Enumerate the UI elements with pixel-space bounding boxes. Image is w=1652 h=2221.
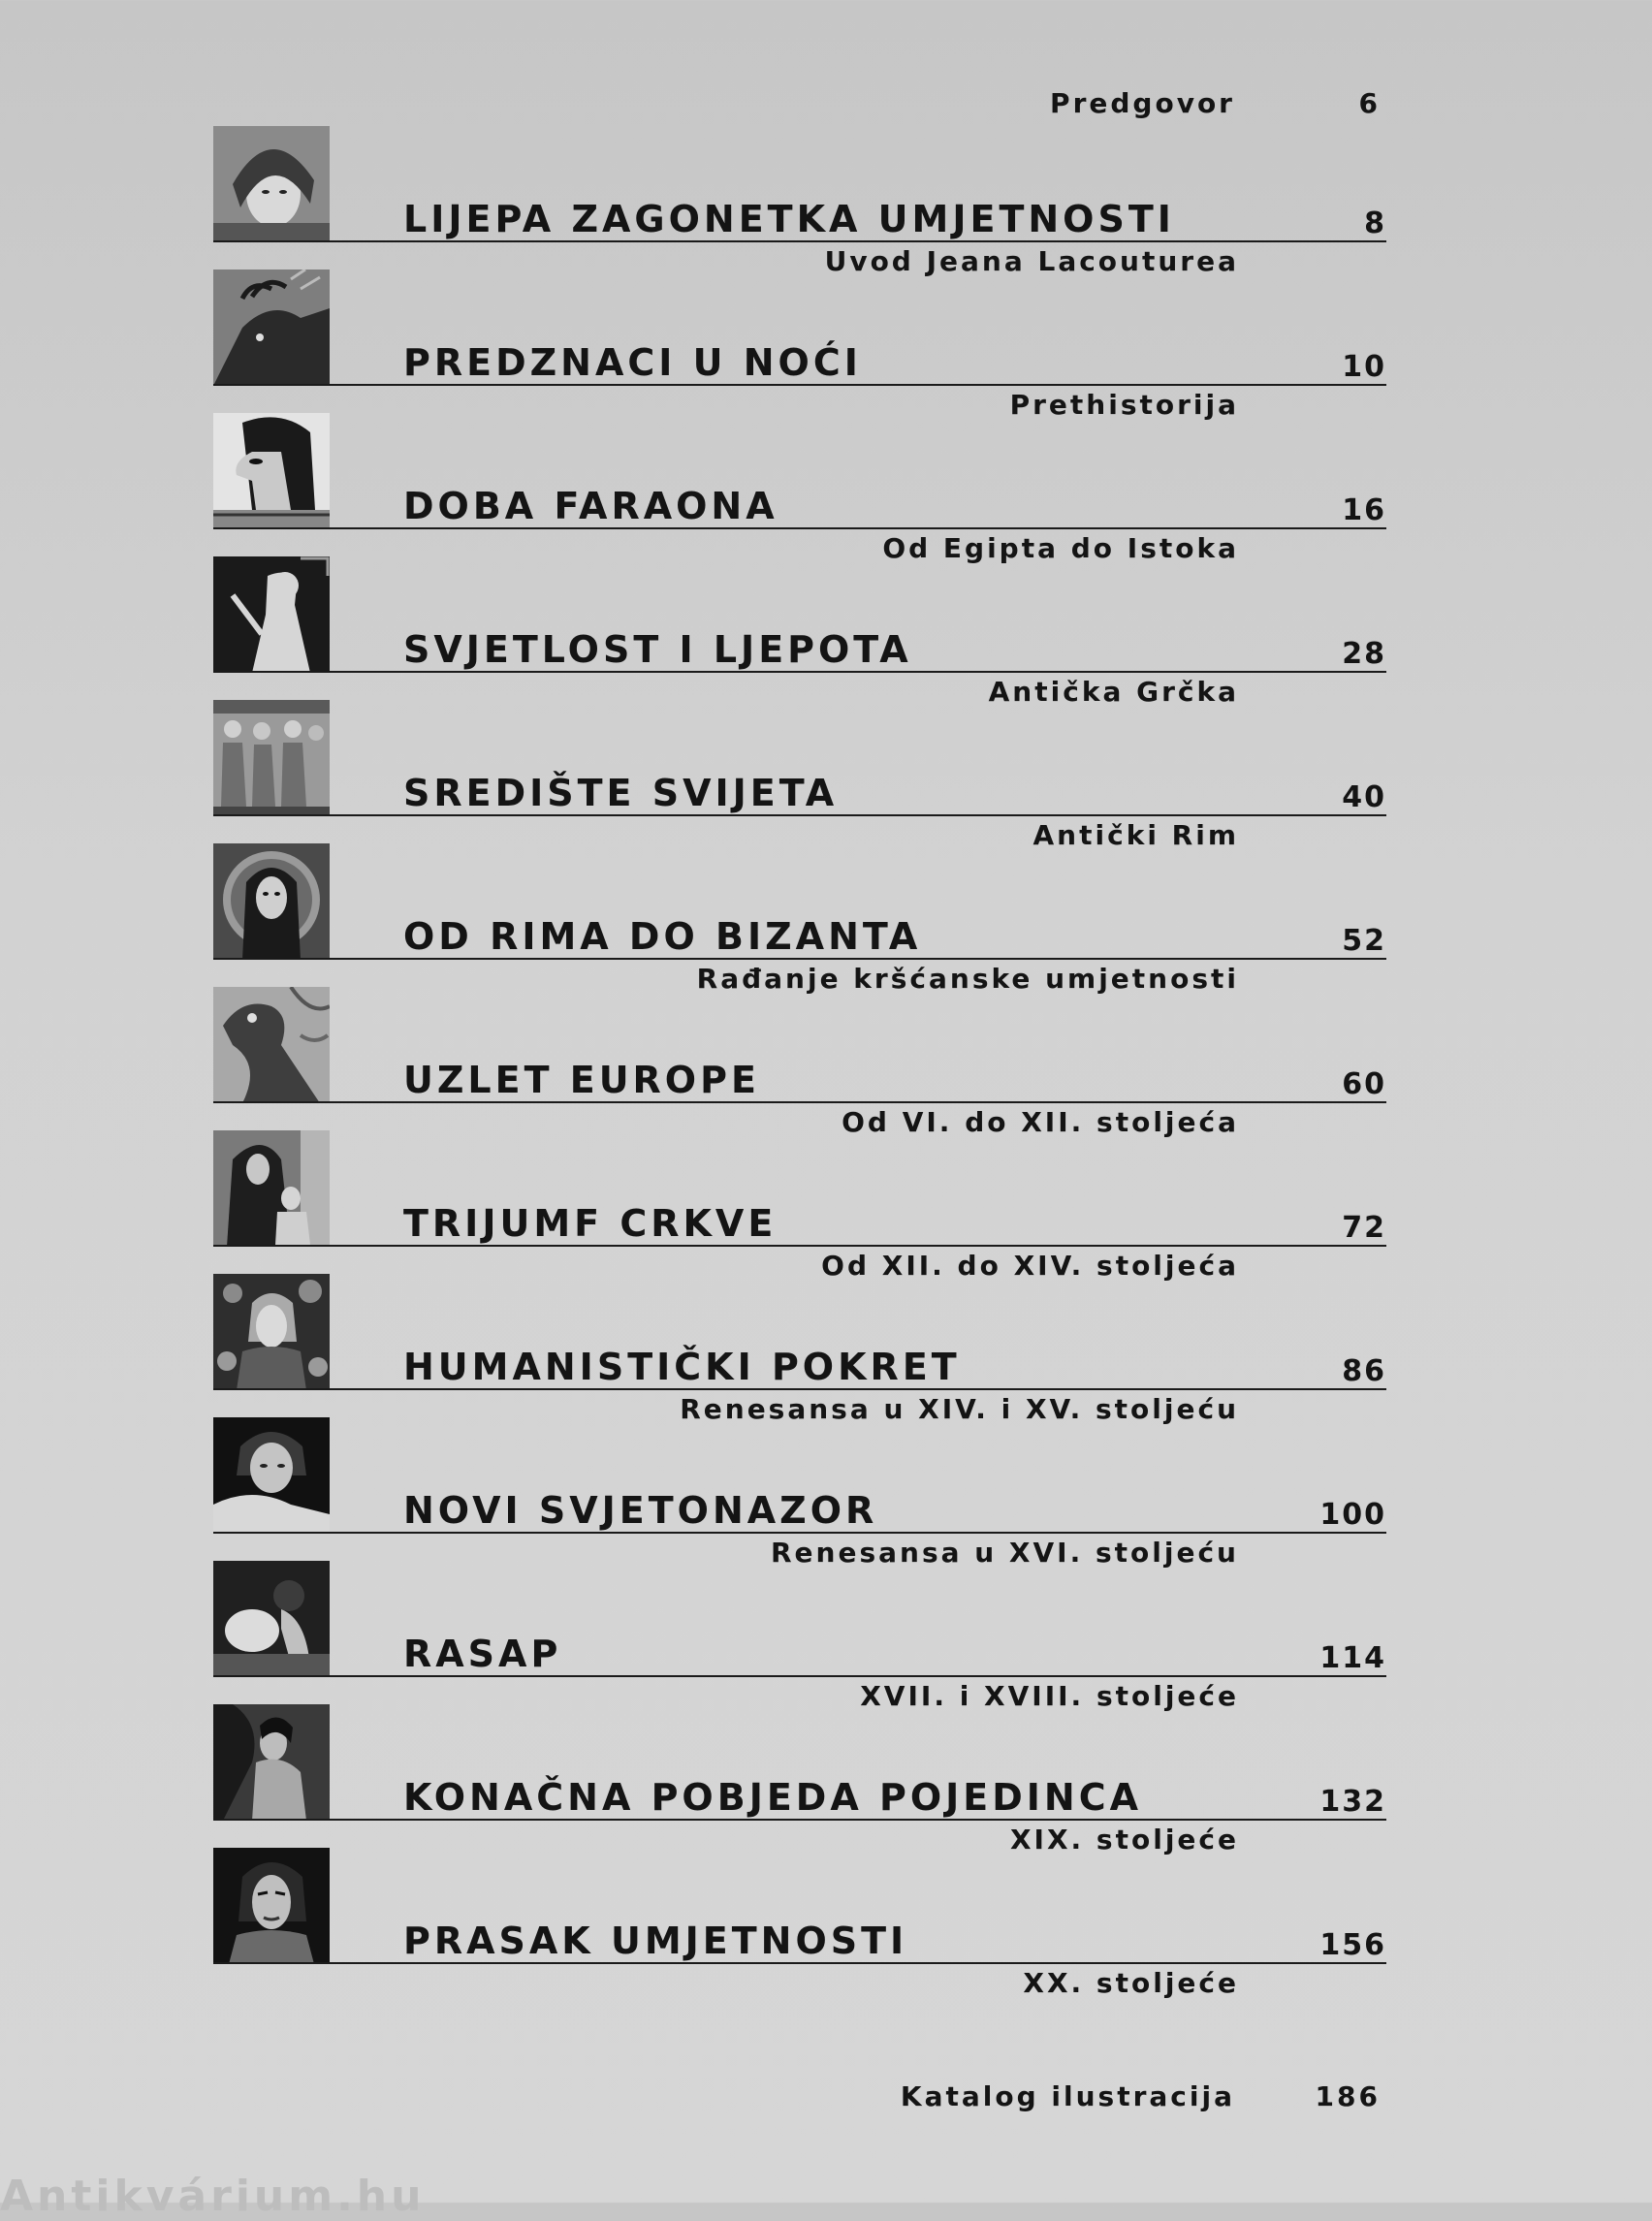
chapter-page-number: 86 bbox=[1342, 1354, 1386, 1388]
leader-rule bbox=[213, 1819, 1386, 1821]
leader-rule bbox=[213, 671, 1386, 673]
toc-entry bbox=[213, 1130, 1386, 1282]
toc-entry bbox=[213, 413, 1386, 564]
chapter-title: UZLET EUROPE bbox=[403, 1059, 760, 1101]
preface-line bbox=[0, 87, 1381, 119]
toc-entry bbox=[213, 1704, 1386, 1856]
toc-entry bbox=[213, 1274, 1386, 1425]
toc-entry bbox=[213, 843, 1386, 995]
chapter-page-number: 40 bbox=[1342, 780, 1386, 814]
chapter-title: LIJEPA ZAGONETKA UMJETNOSTI bbox=[403, 198, 1175, 240]
catalog-page-number: 186 bbox=[1315, 2080, 1381, 2112]
chapter-subtitle: Antički Rim bbox=[1032, 819, 1239, 851]
toc-entry bbox=[213, 556, 1386, 708]
chapter-subtitle: Renesansa u XIV. i XV. stoljeću bbox=[680, 1393, 1239, 1425]
chapter-title: SVJETLOST I LJEPOTA bbox=[403, 628, 912, 671]
egyptian-profile-icon bbox=[213, 413, 330, 529]
chapter-page-number: 52 bbox=[1342, 924, 1386, 958]
chapter-page-number: 100 bbox=[1319, 1498, 1386, 1532]
chapter-subtitle: Od VI. do XII. stoljeća bbox=[842, 1106, 1239, 1138]
chapter-page-number: 8 bbox=[1364, 206, 1386, 240]
leader-rule bbox=[213, 384, 1386, 386]
modigliani-portrait-icon bbox=[213, 1848, 330, 1964]
chapter-subtitle: Rađanje kršćanske umjetnosti bbox=[696, 963, 1239, 995]
catalog-line bbox=[0, 2080, 1381, 2112]
medieval-beast-icon bbox=[213, 987, 330, 1103]
chapter-title: SREDIŠTE SVIJETA bbox=[403, 772, 839, 814]
chapter-title: NOVI SVJETONAZOR bbox=[403, 1489, 878, 1532]
preface-page-number: 6 bbox=[1358, 87, 1381, 119]
chapter-page-number: 132 bbox=[1319, 1785, 1386, 1819]
catalog-label: Katalog ilustracija bbox=[900, 2080, 1235, 2112]
chapter-subtitle: Od Egipta do Istoka bbox=[882, 532, 1239, 564]
toc-entry bbox=[213, 270, 1386, 421]
preface-label: Predgovor bbox=[1050, 87, 1235, 119]
toc-entry bbox=[213, 700, 1386, 851]
chapter-subtitle: XIX. stoljeće bbox=[1009, 1824, 1239, 1856]
toc-entry bbox=[213, 1848, 1386, 1999]
chapter-page-number: 28 bbox=[1342, 637, 1386, 671]
chapter-page-number: 16 bbox=[1342, 493, 1386, 527]
chapter-subtitle: Uvod Jeana Lacouturea bbox=[824, 245, 1239, 277]
chapter-subtitle: Antička Grčka bbox=[988, 676, 1239, 708]
leader-rule bbox=[213, 240, 1386, 242]
chapter-subtitle: Prethistorija bbox=[1009, 389, 1239, 421]
greek-vase-figure-icon bbox=[213, 556, 330, 673]
roman-relief-icon bbox=[213, 700, 330, 816]
chapter-title: OD RIMA DO BIZANTA bbox=[403, 915, 922, 958]
chapter-title: RASAP bbox=[403, 1633, 562, 1675]
venetian-portrait-icon bbox=[213, 1417, 330, 1534]
leader-rule bbox=[213, 527, 1386, 529]
chapter-page-number: 60 bbox=[1342, 1067, 1386, 1101]
chapter-subtitle: Od XII. do XIV. stoljeća bbox=[821, 1250, 1239, 1282]
leader-rule bbox=[213, 1101, 1386, 1103]
chapter-title: DOBA FARAONA bbox=[403, 485, 778, 527]
leader-rule bbox=[213, 1245, 1386, 1247]
chapter-page-number: 156 bbox=[1319, 1928, 1386, 1962]
chapter-page-number: 10 bbox=[1342, 350, 1386, 384]
chapter-subtitle: XX. stoljeće bbox=[1023, 1967, 1239, 1999]
chapter-page-number: 114 bbox=[1319, 1641, 1386, 1675]
chapter-title: HUMANISTIČKI POKRET bbox=[403, 1346, 961, 1388]
nineteenth-century-nude-icon bbox=[213, 1704, 330, 1821]
chapter-subtitle: Renesansa u XVI. stoljeću bbox=[770, 1537, 1239, 1569]
chapter-page-number: 72 bbox=[1342, 1211, 1386, 1245]
chapter-title: PREDZNACI U NOĆI bbox=[403, 341, 862, 384]
toc-entry bbox=[213, 126, 1386, 277]
chapter-title: PRASAK UMJETNOSTI bbox=[403, 1920, 908, 1962]
leader-rule bbox=[213, 1532, 1386, 1534]
madonna-and-child-icon bbox=[213, 1130, 330, 1247]
byzantine-icon-portrait-icon bbox=[213, 843, 330, 960]
leader-rule bbox=[213, 1675, 1386, 1677]
renaissance-sibyl-portrait-icon bbox=[213, 126, 330, 242]
toc-entry bbox=[213, 1417, 1386, 1569]
baroque-figures-icon bbox=[213, 1561, 330, 1677]
botticelli-flora-icon bbox=[213, 1274, 330, 1390]
watermark: Antikvárium.hu bbox=[0, 2172, 426, 2221]
chapter-subtitle: XVII. i XVIII. stoljeće bbox=[860, 1680, 1239, 1712]
chapter-title: TRIJUMF CRKVE bbox=[403, 1202, 778, 1245]
leader-rule bbox=[213, 1388, 1386, 1390]
leader-rule bbox=[213, 1962, 1386, 1964]
toc-entry bbox=[213, 987, 1386, 1138]
leader-rule bbox=[213, 814, 1386, 816]
leader-rule bbox=[213, 958, 1386, 960]
toc-entry bbox=[213, 1561, 1386, 1712]
chapter-title: KONAČNA POBJEDA POJEDINCA bbox=[403, 1776, 1143, 1819]
cave-painting-animal-icon bbox=[213, 270, 330, 386]
